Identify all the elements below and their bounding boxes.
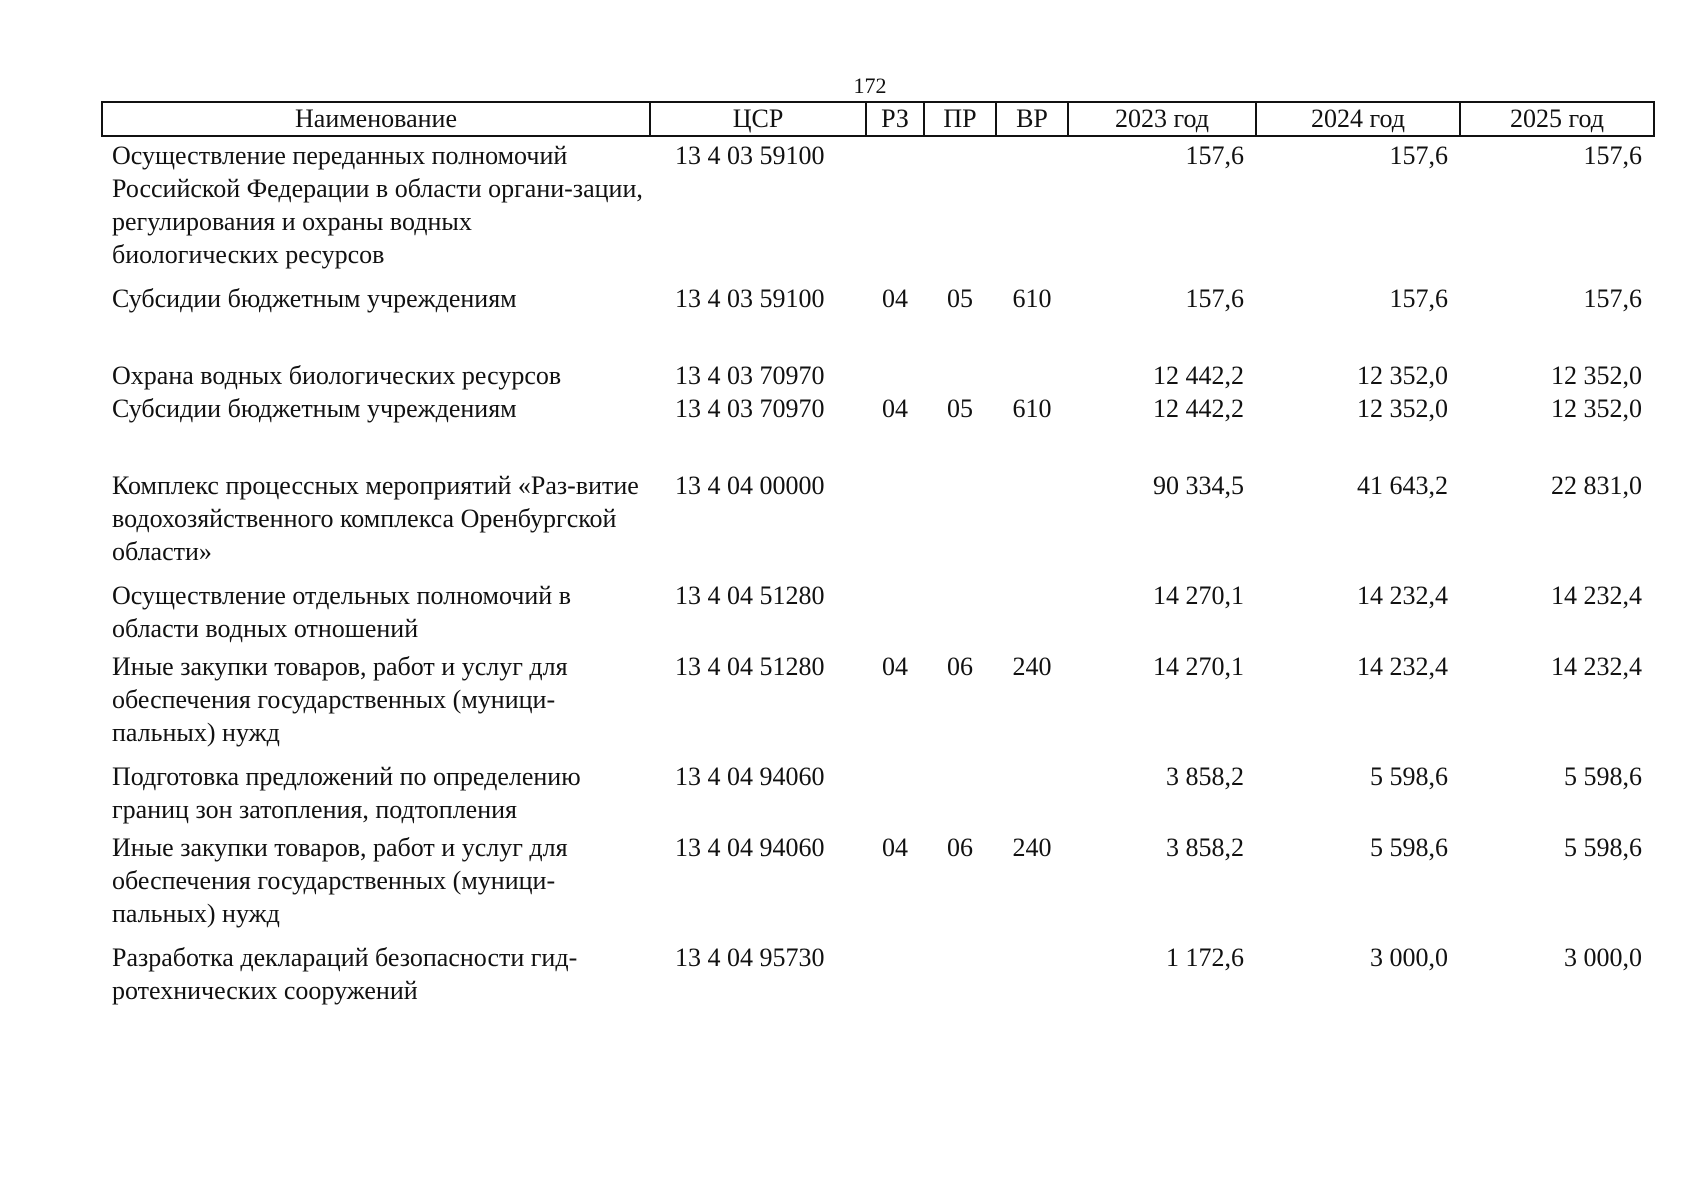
row-2024: 12 352,0	[1357, 361, 1448, 390]
row-rz	[866, 469, 924, 579]
row-csr: 13 4 04 94060	[675, 762, 825, 791]
row-vr	[996, 941, 1068, 1007]
budget-table	[101, 101, 1655, 1007]
table-header-row	[102, 102, 1654, 136]
row-csr: 13 4 04 51280	[675, 581, 825, 610]
row-2023: 157,6	[1185, 141, 1244, 170]
row-vr	[996, 760, 1068, 831]
row-rz	[866, 359, 924, 392]
row-2024: 157,6	[1389, 284, 1448, 313]
row-pr: 06	[947, 833, 973, 862]
row-2025: 12 352,0	[1551, 394, 1642, 423]
row-2024: 5 598,6	[1370, 762, 1448, 791]
row-pr	[924, 469, 996, 579]
row-name: Разработка деклараций безопасности гид-ротехнических сооружений	[112, 943, 578, 1005]
row-rz: 04	[882, 394, 908, 423]
row-name: Иные закупки товаров, работ и услуг для обеспечения государственных (муници-пальных) нужд	[112, 833, 568, 928]
table-row	[102, 579, 1654, 650]
header-pr: ПР	[924, 102, 996, 136]
row-2025: 157,6	[1583, 141, 1642, 170]
row-2025: 14 232,4	[1551, 652, 1642, 681]
row-2023: 14 270,1	[1153, 652, 1244, 681]
row-2025: 14 232,4	[1551, 581, 1642, 610]
row-name: Субсидии бюджетным учреждениям	[112, 284, 517, 313]
row-csr: 13 4 03 70970	[675, 361, 825, 390]
header-2023: 2023 год	[1068, 102, 1256, 136]
row-name: Осуществление отдельных полномочий в области водных отношений	[112, 581, 571, 643]
row-vr: 240	[1012, 652, 1052, 681]
row-2024: 41 643,2	[1357, 471, 1448, 500]
row-2023: 12 442,2	[1153, 394, 1244, 423]
row-csr: 13 4 03 59100	[675, 141, 825, 170]
table-row	[102, 650, 1654, 760]
row-2024: 14 232,4	[1357, 581, 1448, 610]
row-pr: 06	[947, 652, 973, 681]
header-csr: ЦСР	[650, 102, 866, 136]
row-vr	[996, 136, 1068, 282]
row-2023: 3 858,2	[1166, 762, 1244, 791]
header-2025: 2025 год	[1460, 102, 1654, 136]
row-2023: 1 172,6	[1166, 943, 1244, 972]
row-pr	[924, 941, 996, 1007]
row-vr	[996, 579, 1068, 650]
row-2025: 157,6	[1583, 284, 1642, 313]
row-rz	[866, 941, 924, 1007]
header-vr: ВР	[996, 102, 1068, 136]
row-csr: 13 4 04 00000	[675, 471, 825, 500]
row-vr: 610	[1012, 284, 1052, 313]
table-row	[102, 392, 1654, 469]
row-rz	[866, 760, 924, 831]
row-2025: 5 598,6	[1564, 833, 1642, 862]
row-pr	[924, 579, 996, 650]
header-name: Наименование	[102, 102, 650, 136]
row-name: Субсидии бюджетным учреждениям	[112, 394, 517, 423]
row-2023: 157,6	[1185, 284, 1244, 313]
row-pr	[924, 359, 996, 392]
header-2024: 2024 год	[1256, 102, 1460, 136]
row-2024: 157,6	[1389, 141, 1448, 170]
row-csr: 13 4 03 59100	[675, 284, 825, 313]
row-name: Иные закупки товаров, работ и услуг для обеспечения государственных (муници-пальных) нужд	[112, 652, 568, 747]
row-2023: 14 270,1	[1153, 581, 1244, 610]
row-rz: 04	[882, 652, 908, 681]
row-name: Осуществление переданных полномочий Российской Федерации в области органи-зации, регулирования и охраны водных биологических ресурсов	[112, 141, 643, 269]
row-pr	[924, 136, 996, 282]
row-name: Комплекс процессных мероприятий «Раз-витие водохозяйственного комплекса Оренбургской области»	[112, 471, 639, 566]
row-vr	[996, 469, 1068, 579]
page-number: 172	[853, 73, 887, 98]
row-2024: 14 232,4	[1357, 652, 1448, 681]
row-pr: 05	[947, 394, 973, 423]
row-vr: 240	[1012, 833, 1052, 862]
row-rz: 04	[882, 833, 908, 862]
header-rz: РЗ	[866, 102, 924, 136]
row-2023: 90 334,5	[1153, 471, 1244, 500]
row-name: Подготовка предложений по определению границ зон затопления, подтопления	[112, 762, 581, 824]
row-2024: 3 000,0	[1370, 943, 1448, 972]
table-row	[102, 760, 1654, 831]
table-row	[102, 941, 1654, 1007]
table-row	[102, 136, 1654, 282]
row-2024: 12 352,0	[1357, 394, 1448, 423]
row-2025: 3 000,0	[1564, 943, 1642, 972]
table-row	[102, 831, 1654, 941]
row-pr: 05	[947, 284, 973, 313]
row-vr	[996, 359, 1068, 392]
table-row	[102, 359, 1654, 392]
row-csr: 13 4 03 70970	[675, 394, 825, 423]
row-2025: 22 831,0	[1551, 471, 1642, 500]
row-rz	[866, 579, 924, 650]
table-row	[102, 282, 1654, 359]
row-vr: 610	[1012, 394, 1052, 423]
table-row	[102, 469, 1654, 579]
row-rz: 04	[882, 284, 908, 313]
row-2024: 5 598,6	[1370, 833, 1448, 862]
row-2023: 3 858,2	[1166, 833, 1244, 862]
row-rz	[866, 136, 924, 282]
row-2023: 12 442,2	[1153, 361, 1244, 390]
row-csr: 13 4 04 95730	[675, 943, 825, 972]
row-csr: 13 4 04 51280	[675, 652, 825, 681]
row-csr: 13 4 04 94060	[675, 833, 825, 862]
row-pr	[924, 760, 996, 831]
row-name: Охрана водных биологических ресурсов	[112, 361, 562, 390]
row-2025: 12 352,0	[1551, 361, 1642, 390]
row-2025: 5 598,6	[1564, 762, 1642, 791]
